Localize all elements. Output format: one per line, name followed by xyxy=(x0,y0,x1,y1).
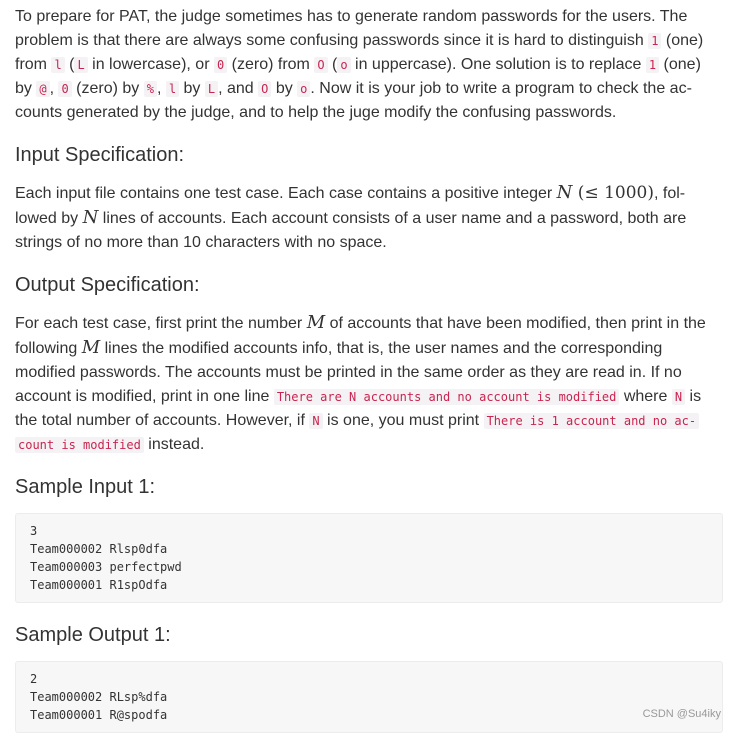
inline-code: o xyxy=(337,57,350,73)
math-var-m: M xyxy=(81,337,101,358)
inline-code: % xyxy=(144,81,157,97)
code-line: Team000001 R@spodfa xyxy=(30,708,168,722)
intro-text: ( xyxy=(64,56,75,73)
output-spec-paragraph xyxy=(15,311,722,457)
inline-code: N xyxy=(309,413,322,429)
inline-code: 1 xyxy=(646,57,659,73)
intro-text: , xyxy=(156,80,166,97)
intro-text: (zero) from xyxy=(227,56,315,73)
intro-text: To prepare for PAT, the judge sometimes has to generate random passwords for the users. The problem is that there are always some confusing passwords since it is hard to distinguish xyxy=(15,8,688,49)
csdn-watermark: CSDN @Su4iky xyxy=(642,708,721,720)
intro-text: ( xyxy=(327,56,338,73)
intro-text: , and xyxy=(218,80,259,97)
code-line: Team000003 perfectpwd xyxy=(30,560,182,574)
inline-code: O xyxy=(258,81,271,97)
output-spec-text: For each test case, first print the number xyxy=(15,315,307,332)
inline-code: l xyxy=(51,57,64,73)
intro-text: (zero) by xyxy=(71,80,144,97)
intro-text: , xyxy=(49,80,59,97)
inline-code: 0 xyxy=(58,81,71,97)
inline-code: o xyxy=(297,81,310,97)
math-var-n: N xyxy=(82,207,99,228)
output-spec-text: is one, you must print xyxy=(322,412,484,429)
inline-code: 1 xyxy=(648,33,661,49)
output-spec-heading: Output Specification: xyxy=(15,274,200,296)
input-spec-text: , fol- lowed by xyxy=(15,185,686,227)
intro-text: (one) from xyxy=(15,32,704,73)
inline-code: @ xyxy=(36,81,49,97)
input-spec-paragraph xyxy=(15,181,722,255)
input-spec-heading: Input Specification: xyxy=(15,144,184,166)
output-spec-text: instead. xyxy=(143,436,205,453)
code-line: Team000001 R1spOdfa xyxy=(30,578,168,592)
sample-input-block[interactable] xyxy=(15,513,723,603)
code-line: 2 xyxy=(30,672,38,686)
math-var-n: N xyxy=(556,182,573,203)
intro-text: in uppercase). One solution is to replace xyxy=(350,56,646,73)
output-spec-text: of accounts that have been modified, then print in the following xyxy=(15,315,706,357)
inline-code: count is modified xyxy=(15,437,144,453)
inline-code: L xyxy=(205,81,218,97)
input-spec-text: Each input file contains one test case. Each case contains a positive integer xyxy=(15,185,557,202)
inline-code: L xyxy=(74,57,87,73)
intro-text: by xyxy=(179,80,205,97)
sample-input-heading: Sample Input 1: xyxy=(15,476,156,498)
sample-output-block[interactable] xyxy=(15,661,723,733)
intro-text: (one) by xyxy=(15,56,701,97)
inline-code: 0 xyxy=(214,57,227,73)
input-spec-text: lines of accounts. Each account consists of a user name and a password, both are strings of no more than 10 characters with no space. xyxy=(15,210,687,251)
inline-code: O xyxy=(314,57,327,73)
output-spec-text: is the total number of accounts. However, if xyxy=(15,388,702,429)
output-spec-text: lines the modified accounts info, that is, the user names and the corresponding modified passwords. The accounts must be printed in the same order as they are read in. If no account is modified, print in one line xyxy=(15,340,682,405)
code-line: 3 xyxy=(30,524,38,538)
inline-code: There are N accounts and no account is modified xyxy=(274,389,620,405)
intro-text: in lowercase), or xyxy=(87,56,214,73)
code-line: Team000002 RLsp%dfa xyxy=(30,690,168,704)
code-line: Team000002 Rlsp0dfa xyxy=(30,542,168,556)
sample-output-heading: Sample Output 1: xyxy=(15,624,171,646)
inline-code: There is 1 account and no ac- xyxy=(484,413,700,429)
inline-code: l xyxy=(166,81,179,97)
intro-paragraph xyxy=(15,5,722,125)
intro-text: by xyxy=(271,80,298,97)
output-spec-text: where xyxy=(619,388,672,405)
math-bound: (≤ 1000) xyxy=(572,183,654,203)
math-var-m: M xyxy=(306,312,326,333)
inline-code: N xyxy=(672,389,685,405)
intro-text: . Now it is your job to write a program to check the ac- counts generated by the judge, and to help the juge modify the confusing passwords. xyxy=(15,80,692,121)
